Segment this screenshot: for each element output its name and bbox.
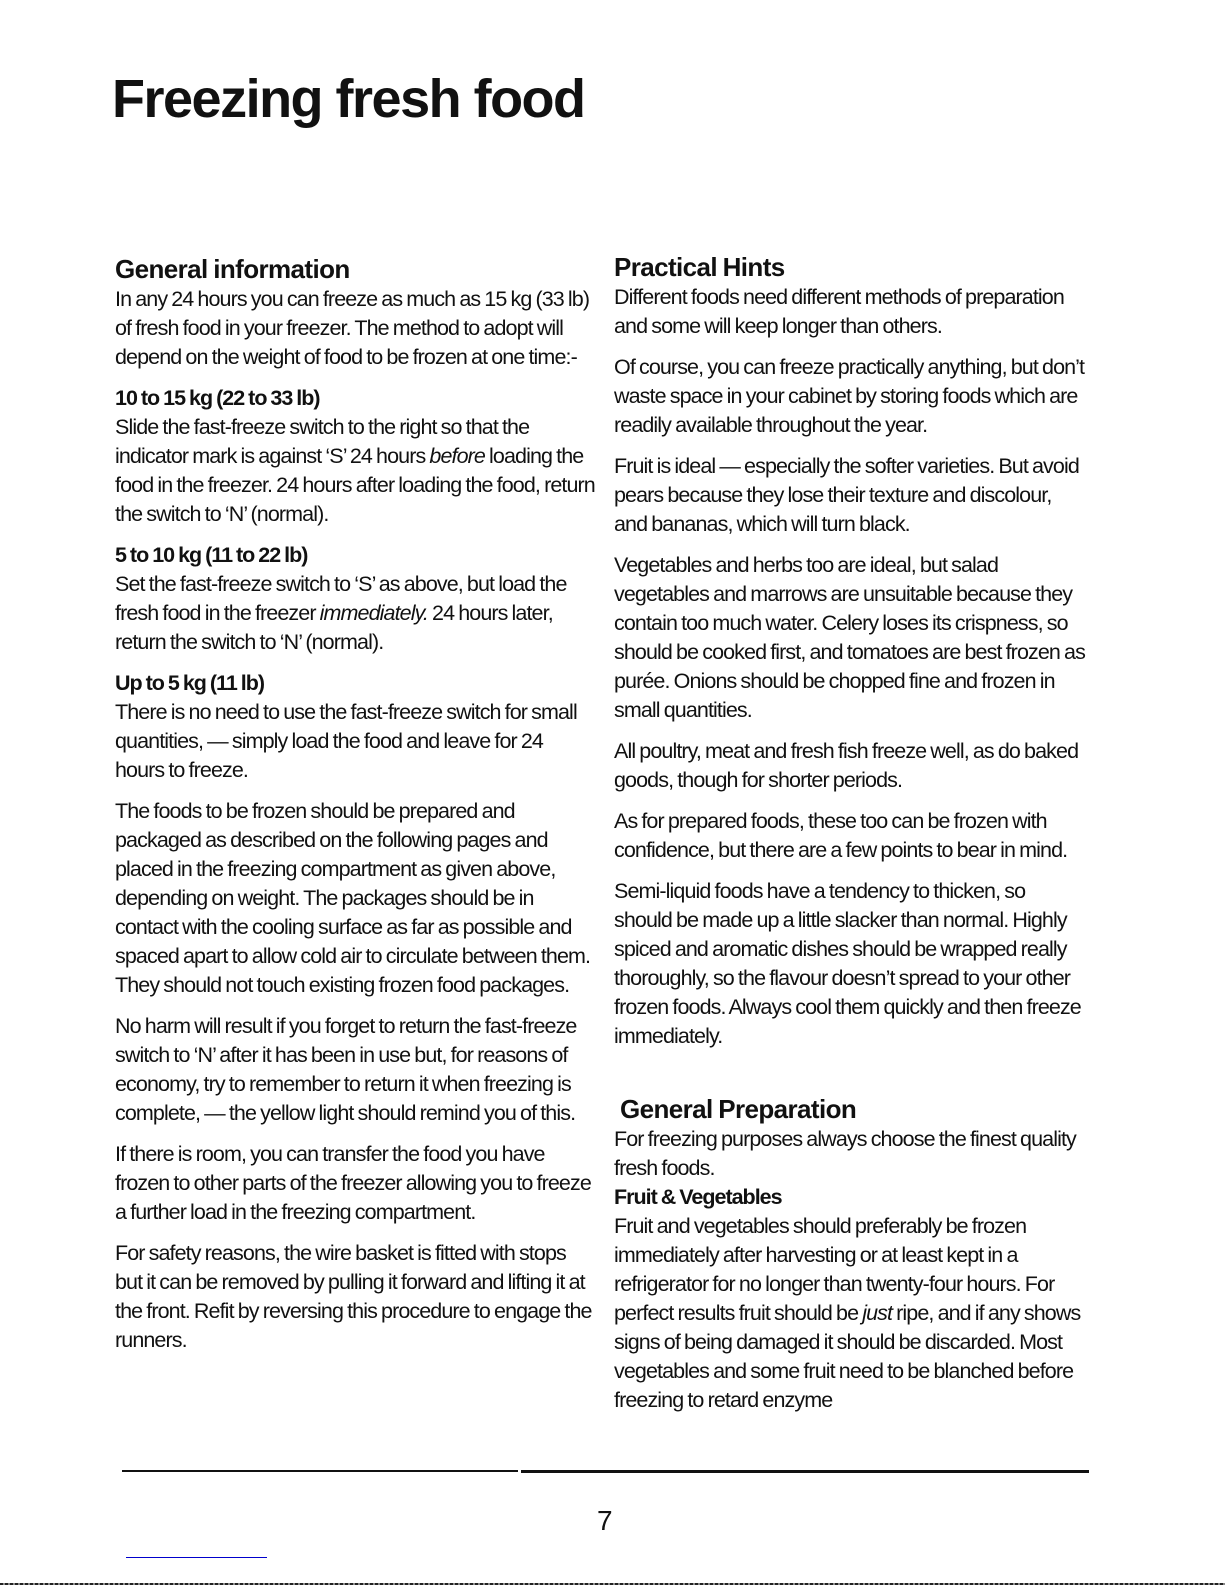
page-number: 7	[597, 1505, 613, 1536]
text: Slide the fast-freeze switch to the right so that the indicator mark is against ‘S’ 24 hours	[115, 415, 530, 468]
emphasis: immediately.	[319, 601, 428, 625]
emphasis: just	[862, 1301, 893, 1325]
fruit-vegetables-heading: Fruit & Vegetables	[614, 1185, 782, 1209]
left-column	[115, 253, 595, 1367]
intro-paragraph: In any 24 hours you can freeze as much as 15 kg (33 lb) of fresh food in your freezer. The method to adopt will depend on the weight of food to be frozen at one time:-	[115, 287, 590, 369]
section-10-15kg-heading: 10 to 15 kg (22 to 33 lb)	[115, 386, 320, 410]
text: 24 hours later, return the switch to ‘N’ (normal).	[115, 601, 553, 654]
right-column	[614, 251, 1086, 1427]
general-preparation-intro: For freezing purposes always choose the finest quality fresh foods.	[614, 1127, 1076, 1180]
section-up-to-5kg-text: There is no need to use the fast-freeze switch for small quantities, — simply load the food and leave for 24 hours to freeze.	[115, 700, 577, 782]
paragraph: No harm will result if you forget to return the fast-freeze switch to ‘N’ after it has been in use but, for reasons of economy, try to remember to return it when freezing is complete, — the yellow light should remind you of this.	[115, 1014, 577, 1125]
page-title: Freezing fresh food	[112, 69, 585, 129]
text: Set the fast-freeze switch to ‘S’ as above, but load the fresh food in the freezer	[115, 572, 567, 625]
text: ripe, and if any shows signs of being damaged it should be discarded. Most vegetables and some fruit need to be blanched before freezing to retard enzyme	[614, 1301, 1081, 1412]
practical-hints-heading: Practical Hints	[614, 252, 785, 282]
paragraph: Different foods need different methods of preparation and some will keep longer than others.	[614, 285, 1064, 338]
paragraph: All poultry, meat and fresh fish freeze well, as do baked goods, though for shorter periods.	[614, 739, 1079, 792]
text: loading the food in the freezer. 24 hours after loading the food, return the switch to ‘N’ (normal).	[115, 444, 595, 526]
text: Fruit and vegetables should preferably be frozen immediately after harvesting or at least kept in a refrigerator for no longer than twenty-four hours. For perfect results fruit should be	[614, 1214, 1055, 1325]
paragraph: As for prepared foods, these too can be frozen with confidence, but there are a few points to bear in mind.	[614, 809, 1068, 862]
paragraph: Fruit is ideal — especially the softer varieties. But avoid pears because they lose their texture and discolour, and bananas, which will turn black.	[614, 454, 1079, 536]
paragraph: Of course, you can freeze practically anything, but don’t waste space in your cabinet by storing foods which are readily available throughout the year.	[614, 355, 1085, 437]
general-preparation-heading: General Preparation	[620, 1094, 857, 1124]
paragraph: The foods to be frozen should be prepared and packaged as described on the following pages and placed in the freezing compartment as given above, depending on weight. The packages should be in contact with the cooling surface as far as possible and spaced apart to allow cold air to circulate between them. They should not touch existing frozen food packages.	[115, 799, 591, 997]
section-up-to-5kg-heading: Up to 5 kg (11 lb)	[115, 671, 265, 695]
section-10-15kg-text	[115, 413, 595, 529]
paragraph: Vegetables and herbs too are ideal, but salad vegetables and marrows are unsuitable because they contain too much water. Celery loses its crispness, so should be cooked first, and tomatoes are best frozen as purée. Onions should be chopped fine and frozen in small quantities.	[614, 553, 1085, 722]
general-information-heading: General information	[115, 254, 350, 284]
footer-rule-left	[122, 1470, 518, 1472]
paragraph: If there is room, you can transfer the food you have frozen to other parts of the freezer allowing you to freeze a further load in the freezing compartment.	[115, 1142, 591, 1224]
footer-rule-right	[521, 1470, 1089, 1473]
paragraph: Semi-liquid foods have a tendency to thicken, so should be made up a little slacker than normal. Highly spiced and aromatic dishes should be wrapped really thoroughly, so the flavour doesn’t spread to your other frozen foods. Always cool them quickly and then freeze immediately.	[614, 879, 1081, 1048]
paragraph: For safety reasons, the wire basket is fitted with stops but it can be removed by pulling it forward and lifting it at the front. Refit by reversing this procedure to engage the runners.	[115, 1241, 592, 1352]
section-5-10kg-heading: 5 to 10 kg (11 to 22 lb)	[115, 543, 308, 567]
section-5-10kg-text	[115, 570, 595, 657]
link-underline	[126, 1557, 267, 1558]
fruit-vegetables-text	[614, 1212, 1086, 1415]
emphasis: before	[429, 444, 485, 468]
